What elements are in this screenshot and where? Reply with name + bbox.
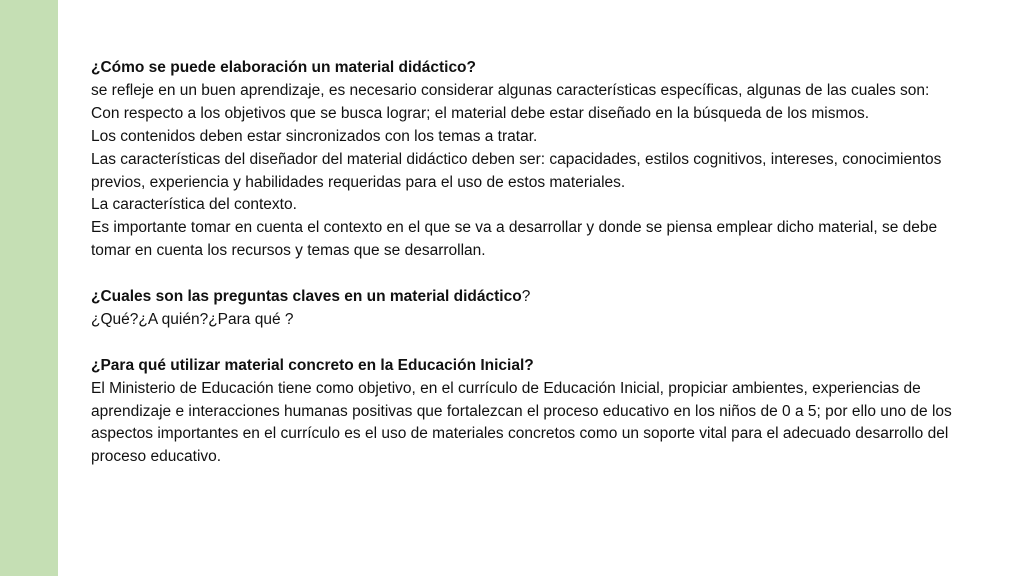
- spacer: [91, 263, 976, 286]
- section-heading-elaboracion: ¿Cómo se puede elaboración un material didáctico?: [91, 59, 476, 76]
- body-paragraph: El Ministerio de Educación tiene como objetivo, en el currículo de Educación Inicial, propiciar ambientes, experiencias de aprendizaje e interacciones humanas positivas que fortalezcan el proceso educativo en los niños de 0 a 5; por ello uno de los aspectos importantes en el currículo es el uso de materiales concretos como un soporte vital para el adecuado desarrollo del proceso educativo.: [91, 379, 952, 466]
- body-line: ¿Qué?¿A quién?¿Para qué ?: [91, 310, 294, 328]
- section-heading-preguntas: [91, 286, 976, 309]
- slide-body: [91, 57, 976, 469]
- spacer: [91, 332, 976, 355]
- body-line: Es importante tomar en cuenta el contexto en el que se va a desarrollar y donde se piensa emplear dicho material, se debe tomar en cuenta los recursos y temas que se desarrollan.: [91, 219, 938, 260]
- body-line: se refleje en un buen aprendizaje, es necesario considerar algunas características específicas, algunas de las cuales son:: [91, 81, 930, 99]
- body-line: Los contenidos deben estar sincronizados con los temas a tratar.: [91, 127, 538, 145]
- heading-tail: ?: [521, 288, 531, 306]
- section-heading-educacion-inicial: ¿Para qué utilizar material concreto en la Educación Inicial?: [91, 356, 534, 374]
- body-line: Con respecto a los objetivos que se busca lograr; el material debe estar diseñado en la búsqueda de los mismos.: [91, 104, 870, 122]
- body-line: Las características del diseñador del material didáctico deben ser: capacidades, estilos cognitivos, intereses, conocimientos previos, experiencia y habilidades requeridas para el uso de estos materiales.: [91, 150, 942, 191]
- heading-bold-part: ¿Cuales son las preguntas claves en un material didáctico: [91, 288, 522, 306]
- side-accent-bar: [0, 0, 58, 576]
- body-line: La característica del contexto.: [91, 196, 297, 214]
